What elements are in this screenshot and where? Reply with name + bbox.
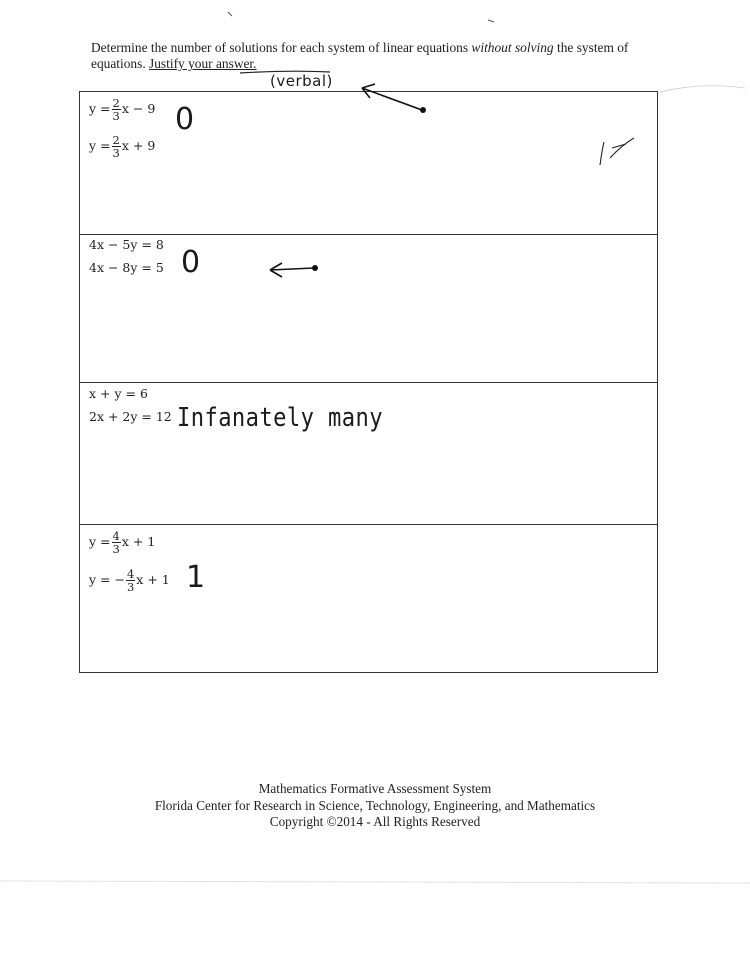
equation-3b: 2x + 2y = 12: [89, 409, 172, 424]
equation-1a: y = $\frac{2}{3}$ x − 9: [89, 96, 156, 123]
footer: [0, 781, 750, 831]
instructions-italic: without solving: [471, 40, 554, 55]
handwritten-answer-3: Infanately many: [177, 403, 383, 433]
equation-1b: y = $\frac{2}{3}$ x + 9: [89, 133, 156, 160]
justify-answer-text: Justify your answer.: [149, 56, 257, 71]
equation-4a: y = $\frac{4}{3}$ x + 1: [89, 529, 156, 556]
handwritten-answer-4: 1: [186, 560, 206, 595]
scan-mark-top: [228, 12, 232, 16]
arrow-to-verbal: [362, 84, 422, 110]
handwritten-verbal-note: (verbal): [270, 72, 333, 90]
equation-2b: 4x − 8y = 5: [89, 260, 164, 275]
margin-scribble: [600, 138, 634, 165]
justify-underline-mark: [240, 71, 330, 73]
instructions-text-1: Determine the number of solutions for each system of linear equations: [91, 40, 472, 55]
handwritten-answer-1: 0: [175, 102, 195, 137]
scan-mark-top-2: [488, 20, 494, 22]
footer-line-1: Mathematics Formative Assessment System: [258, 781, 492, 796]
footer-line-2: Florida Center for Research in Science, Technology, Engineering, and Mathematics: [154, 797, 596, 813]
arrow-dot-1: [420, 107, 426, 113]
handwritten-answer-2: 0: [181, 245, 201, 280]
scan-line-right: [660, 86, 745, 92]
equation-3a: x + y = 6: [89, 386, 148, 401]
instructions-text-2: the system of equations.: [91, 40, 629, 71]
equation-4b: y = − $\frac{4}{3}$ x + 1: [89, 567, 170, 594]
arrow-row-2: [270, 263, 314, 277]
equation-2a: 4x − 5y = 8: [89, 237, 164, 252]
footer-line-3: Copyright ©2014 - All Rights Reserved: [269, 814, 481, 829]
scan-line-bottom: [0, 881, 750, 883]
arrow-dot-2: [312, 265, 318, 271]
